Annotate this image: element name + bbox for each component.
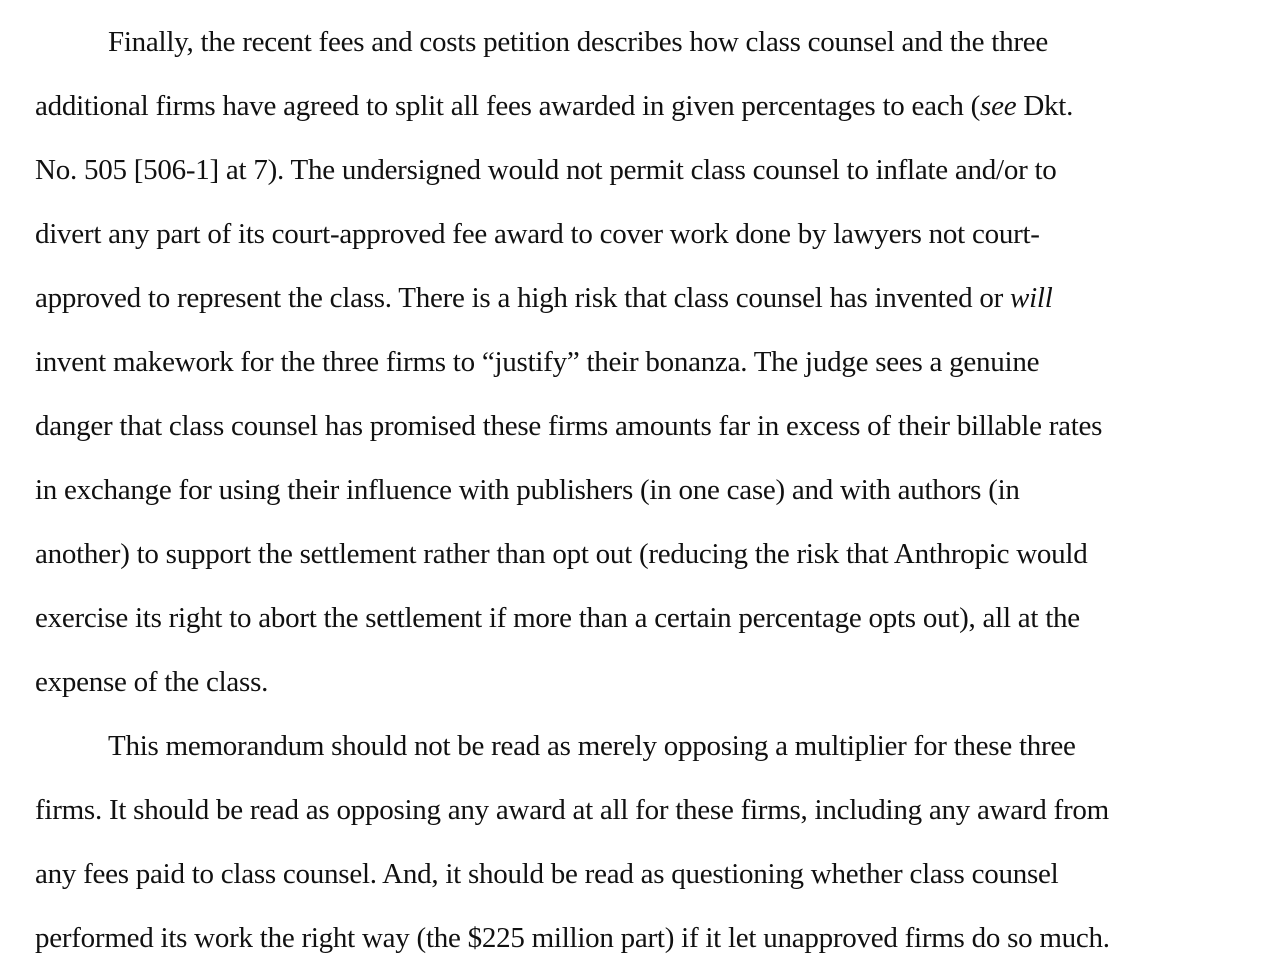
italic-text-run: see xyxy=(980,90,1017,122)
text-run: exercise its right to abort the settlement if more than a certain percentage opts out), all at the xyxy=(35,602,1080,634)
text-line xyxy=(35,138,1265,202)
text-line xyxy=(35,778,1265,842)
text-run: in exchange for using their influence with publishers (in one case) and with authors (in xyxy=(35,474,1020,506)
text-line xyxy=(35,394,1265,458)
text-run: danger that class counsel has promised these firms amounts far in excess of their billable rates xyxy=(35,410,1103,442)
text-run: invent makework for the three firms to “justify” their bonanza. The judge sees a genuine xyxy=(35,346,1040,378)
text-line xyxy=(35,330,1265,394)
text-run: firms. It should be read as opposing any award at all for these firms, including any award from xyxy=(35,794,1109,826)
text-run: any fees paid to class counsel. And, it should be read as questioning whether class counsel xyxy=(35,858,1059,890)
document-page xyxy=(35,10,1265,970)
text-line xyxy=(35,906,1265,970)
text-line xyxy=(35,650,1265,714)
text-run: No. 505 [506-1] at 7). The undersigned would not permit class counsel to inflate and/or to xyxy=(35,154,1057,186)
text-run: performed its work the right way (the $225 million part) if it let unapproved firms do so much. xyxy=(35,922,1110,954)
text-run: This memorandum should not be read as merely opposing a multiplier for these three xyxy=(108,730,1076,762)
text-run: another) to support the settlement rather than opt out (reducing the risk that Anthropic would xyxy=(35,538,1088,570)
text-run: divert any part of its court-approved fee award to cover work done by lawyers not court- xyxy=(35,218,1040,250)
text-line xyxy=(35,522,1265,586)
paragraph-2 xyxy=(35,714,1265,970)
text-line xyxy=(35,586,1265,650)
text-run: approved to represent the class. There is a high risk that class counsel has invented or xyxy=(35,282,1011,314)
text-run: expense of the class. xyxy=(35,666,269,698)
text-run: Dkt. xyxy=(1016,90,1074,122)
text-run: Finally, the recent fees and costs petition describes how class counsel and the three xyxy=(108,26,1049,58)
text-line xyxy=(35,74,1265,138)
text-line xyxy=(35,202,1265,266)
text-line xyxy=(35,10,1265,74)
text-line xyxy=(35,266,1265,330)
text-run: additional firms have agreed to split all fees awarded in given percentages to each ( xyxy=(35,90,981,122)
italic-text-run: will xyxy=(1010,282,1053,314)
text-line xyxy=(35,714,1265,778)
text-line xyxy=(35,842,1265,906)
paragraph-1 xyxy=(35,10,1265,714)
text-line xyxy=(35,458,1265,522)
